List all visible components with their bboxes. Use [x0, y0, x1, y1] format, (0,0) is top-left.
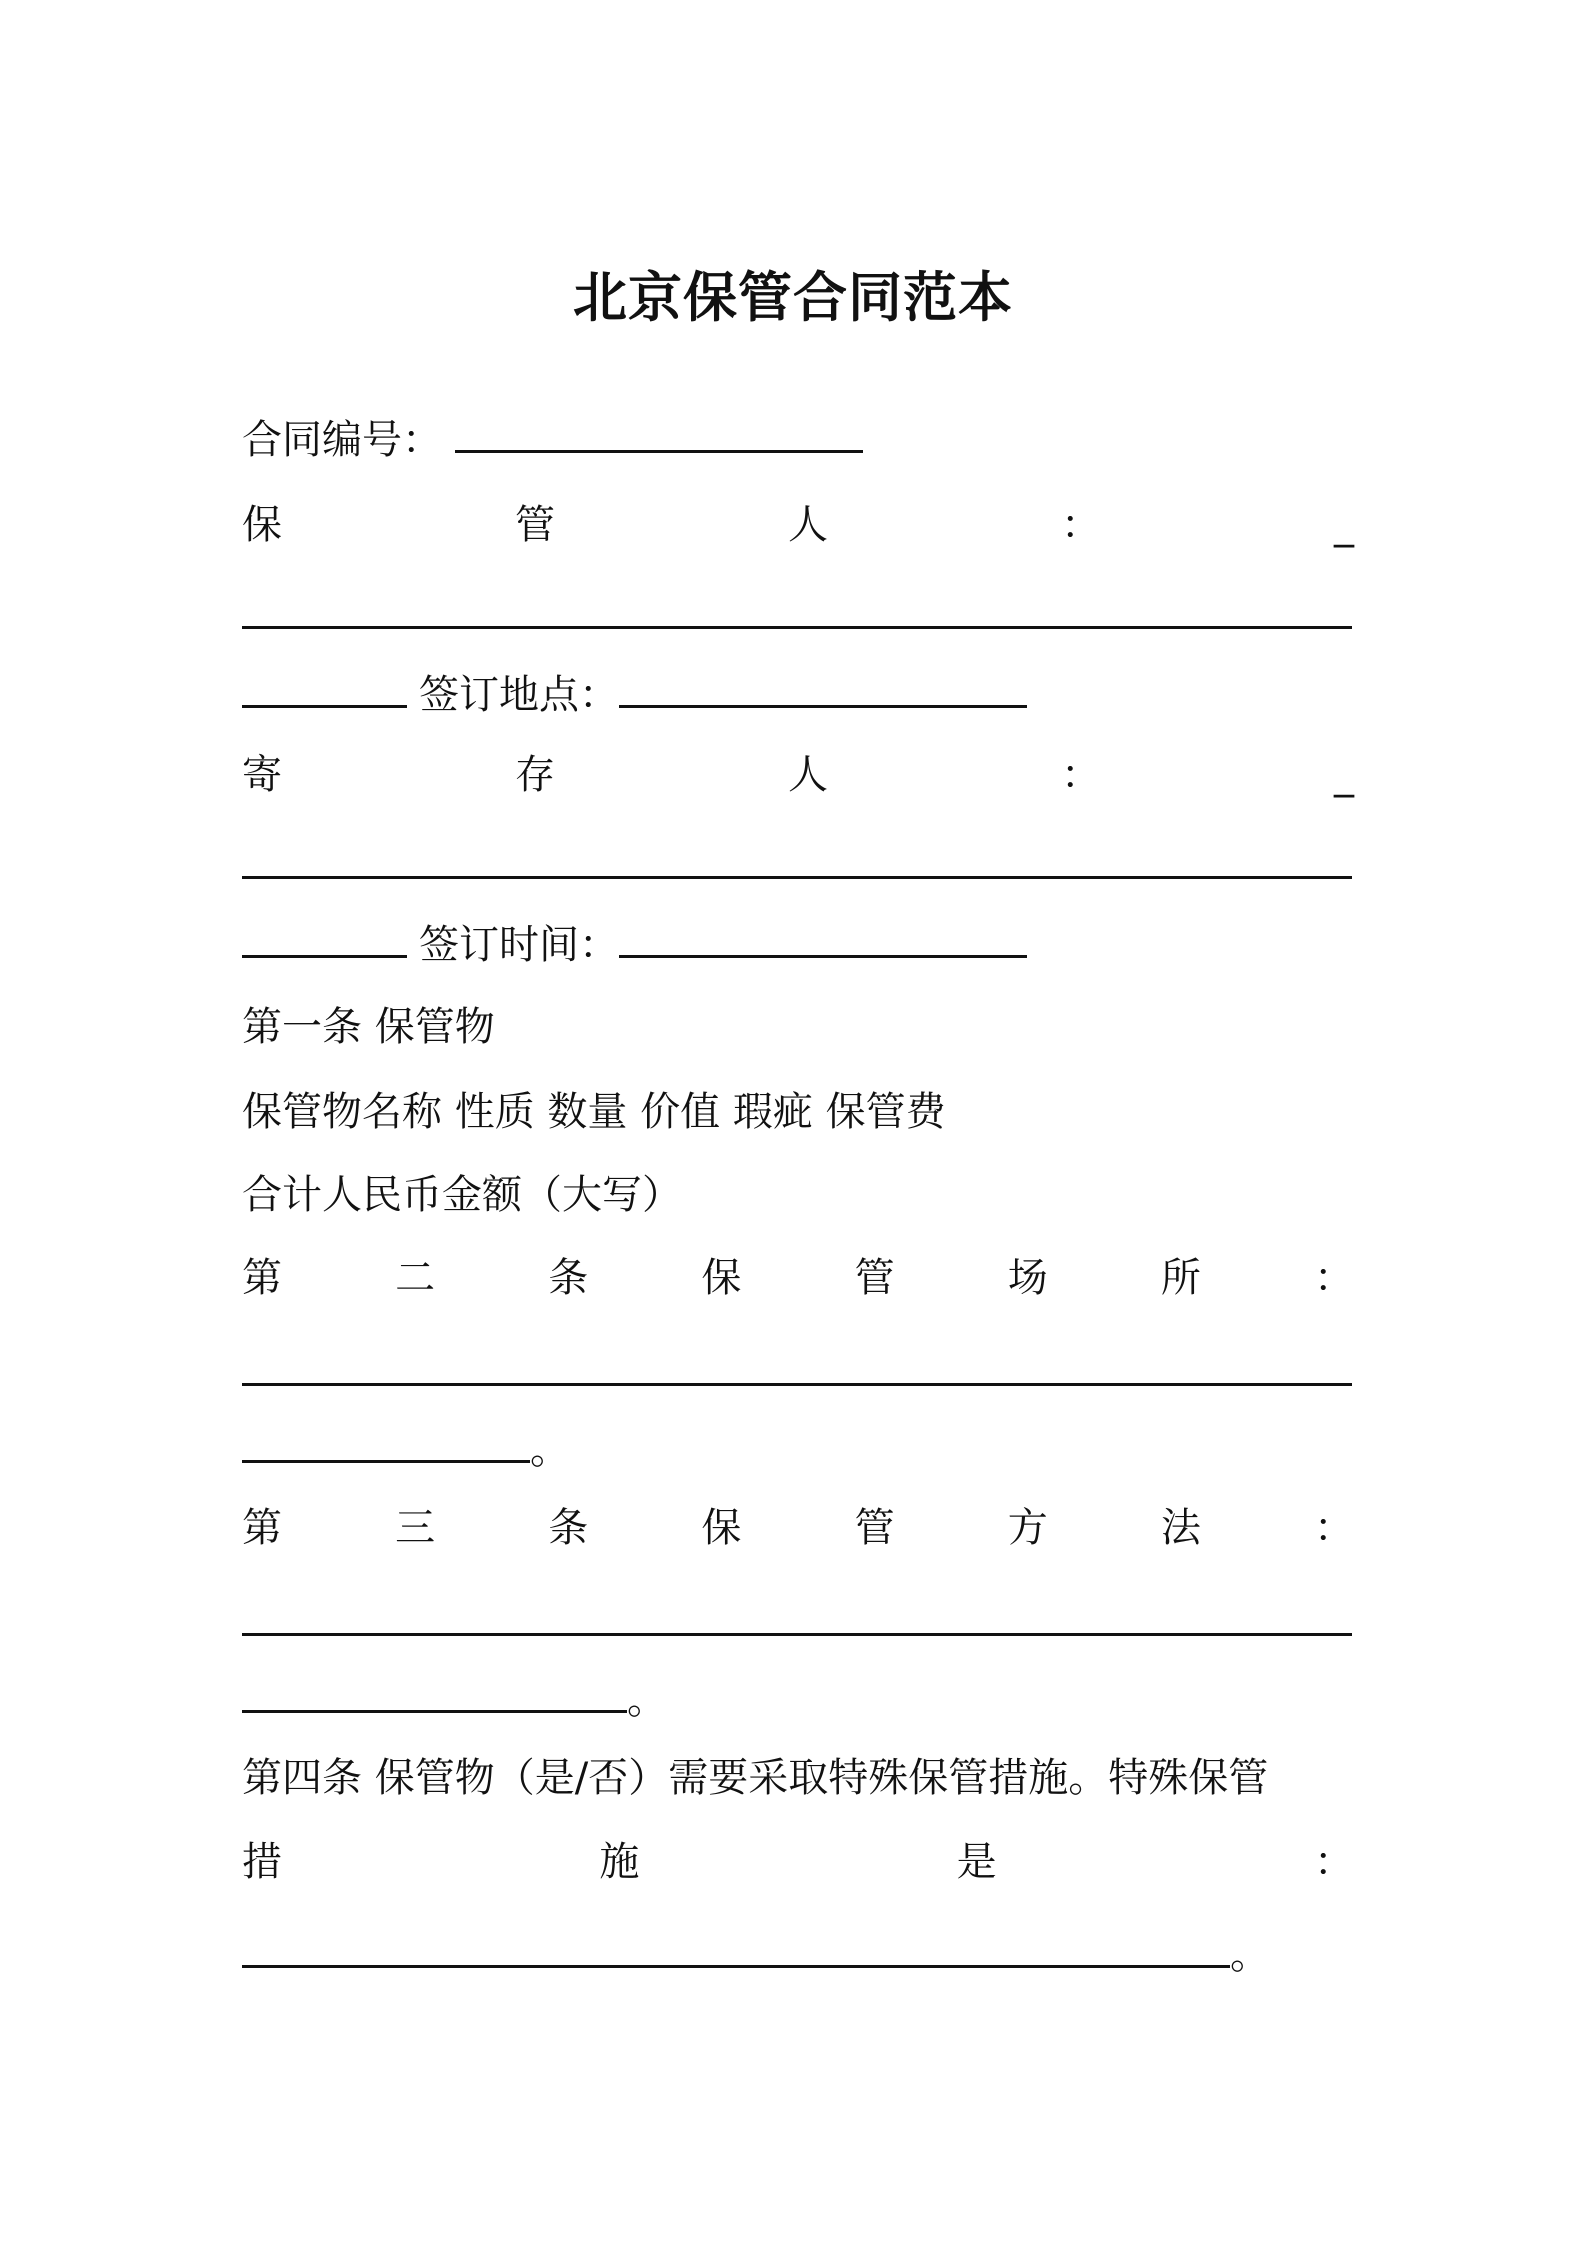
article-2-period: 。	[530, 1427, 570, 1473]
depositor-blank-end[interactable]	[242, 919, 407, 958]
article-2-char: 条	[548, 1255, 589, 1301]
article-2-char: 所	[1160, 1255, 1201, 1301]
depositor-char: 寄	[242, 752, 282, 798]
contract-number-line	[242, 410, 1354, 470]
article-4-char: 施	[599, 1839, 640, 1885]
custodian-blank[interactable]	[242, 588, 1352, 629]
depositor-blank[interactable]	[242, 838, 1352, 879]
custodian-char: 人	[788, 502, 828, 548]
article-3-end-line	[242, 1670, 1354, 1730]
article-4-text: 第四条 保管物（是/否）需要采取特殊保管措施。特殊保管	[242, 1755, 1269, 1801]
article-1-total: 合计人民币金额（大写）	[242, 1172, 682, 1218]
storage-method-blank[interactable]	[242, 1595, 1352, 1636]
depositor-line	[242, 745, 1354, 805]
custodian-underscore: _	[1334, 502, 1354, 548]
article-3-char: 保	[701, 1505, 742, 1551]
custodian-line	[242, 495, 1354, 555]
custodian-char: 保	[242, 502, 282, 548]
article-3-char: 第	[242, 1505, 282, 1551]
signing-place-blank[interactable]	[619, 669, 1027, 708]
custodian-colon: ：	[1061, 502, 1101, 548]
storage-place-blank[interactable]	[242, 1345, 1352, 1386]
signing-place-label: 签订地点：	[419, 672, 619, 718]
signing-place-line	[242, 665, 1354, 725]
signing-time-blank[interactable]	[619, 919, 1027, 958]
article-1-columns: 保管物名称 性质 数量 价值 瑕疵 保管费	[242, 1089, 946, 1135]
article-2-end-line	[242, 1420, 1354, 1480]
custodian-char: 管	[515, 502, 555, 548]
article-3-period: 。	[627, 1677, 667, 1723]
depositor-char: 存	[515, 752, 555, 798]
article-3-char: 管	[854, 1505, 895, 1551]
article-3-char: 条	[548, 1505, 589, 1551]
article-3-colon: ：	[1313, 1505, 1354, 1551]
article-4-period: 。	[1230, 1932, 1270, 1978]
depositor-underscore: _	[1334, 752, 1354, 798]
article-4-end-line	[242, 1925, 1354, 1985]
document-title: 北京保管合同范本	[573, 266, 1013, 329]
article-2-char: 管	[854, 1255, 895, 1301]
storage-place-blank-end[interactable]	[242, 1424, 530, 1463]
article-4-line	[242, 1832, 1354, 1892]
article-3-blank-line	[242, 1595, 1354, 1655]
article-3-char: 三	[395, 1505, 436, 1551]
custodian-blank-line	[242, 588, 1354, 648]
depositor-colon: ：	[1061, 752, 1101, 798]
custodian-blank-end[interactable]	[242, 669, 407, 708]
article-4-char: 是	[956, 1839, 997, 1885]
contract-number-label: 合同编号：	[242, 417, 442, 463]
contract-number-blank[interactable]	[455, 414, 863, 453]
article-3-char: 法	[1160, 1505, 1201, 1551]
article-2-char: 场	[1007, 1255, 1048, 1301]
depositor-char: 人	[788, 752, 828, 798]
article-4-char: 措	[242, 1839, 282, 1885]
signing-time-line	[242, 915, 1354, 975]
article-2-line	[242, 1248, 1354, 1308]
article-1-heading: 第一条 保管物	[242, 1004, 495, 1050]
article-2-colon: ：	[1313, 1255, 1354, 1301]
article-2-char: 二	[395, 1255, 436, 1301]
article-3-char: 方	[1007, 1505, 1048, 1551]
special-measures-blank[interactable]	[242, 1929, 1230, 1968]
article-2-char: 保	[701, 1255, 742, 1301]
article-4-colon: ：	[1313, 1839, 1354, 1885]
article-3-line	[242, 1498, 1354, 1558]
article-2-blank-line	[242, 1345, 1354, 1405]
article-2-char: 第	[242, 1255, 282, 1301]
storage-method-blank-end[interactable]	[242, 1674, 627, 1713]
depositor-blank-line	[242, 838, 1354, 898]
signing-time-label: 签订时间：	[419, 922, 619, 968]
